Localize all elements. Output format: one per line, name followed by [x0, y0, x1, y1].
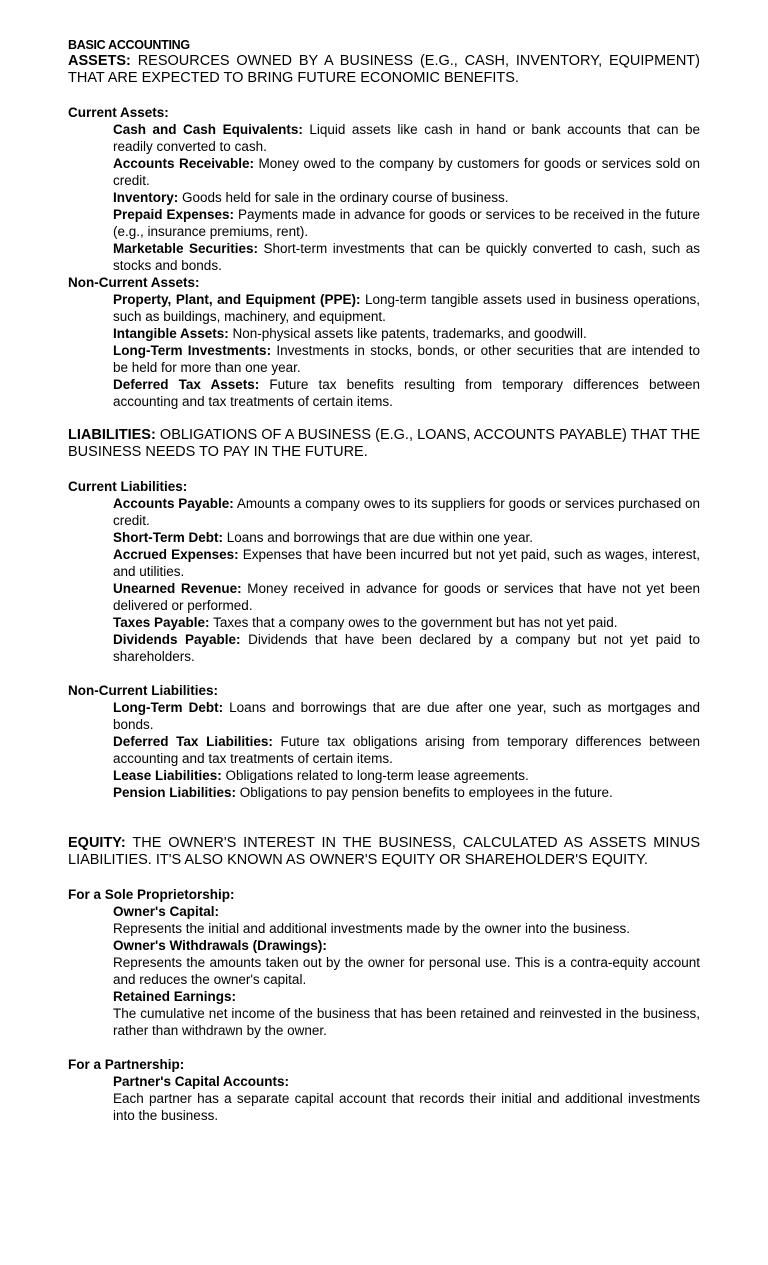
current-assets-heading: Current Assets:	[68, 105, 169, 120]
entry-term: Taxes Payable:	[113, 615, 210, 630]
equity-heading	[68, 835, 700, 869]
entry-dividends-payable	[113, 631, 700, 665]
entry-term: Pension Liabilities:	[113, 785, 237, 800]
entry-deferred-tax-assets	[113, 376, 700, 410]
assets-keyword: ASSETS:	[68, 53, 131, 69]
entry-long-term-investments	[113, 342, 700, 376]
entry-term: Inventory:	[113, 190, 179, 205]
entry-deferred-tax-liabilities	[113, 733, 700, 767]
entry-pension-liabilities	[113, 784, 700, 801]
entry-term: Long-Term Investments:	[113, 343, 272, 358]
entry-marketable-securities	[113, 240, 700, 274]
document-title: BASIC ACCOUNTING	[68, 38, 190, 52]
retained-earnings-desc: The cumulative net income of the business that has been retained and reinvested in the business, rather than withdrawn by the owner.	[113, 1006, 700, 1038]
entry-text: Dividends that have been declared by a company but not yet paid to shareholders.	[113, 632, 700, 664]
entry-accounts-payable	[113, 495, 700, 529]
entry-term: Intangible Assets:	[113, 326, 229, 341]
entry-term: Deferred Tax Assets:	[113, 377, 260, 392]
entry-term: Accounts Payable:	[113, 496, 234, 511]
entry-text: Obligations to pay pension benefits to employees in the future.	[236, 785, 613, 800]
owners-capital-term: Owner's Capital:	[113, 904, 219, 919]
entry-term: Property, Plant, and Equipment (PPE):	[113, 292, 361, 307]
entry-cash	[113, 121, 700, 155]
entry-term: Prepaid Expenses:	[113, 207, 235, 222]
entry-text: Amounts a company owes to its suppliers for goods or services purchased on credit.	[113, 496, 700, 528]
entry-long-term-debt	[113, 699, 700, 733]
entry-text: Loans and borrowings that are due after one year, such as mortgages and bonds.	[113, 700, 700, 732]
liabilities-keyword: LIABILITIES:	[68, 427, 156, 443]
entry-unearned-revenue	[113, 580, 700, 614]
noncurrent-liabilities-heading: Non-Current Liabilities:	[68, 683, 219, 698]
entry-inventory	[113, 189, 700, 206]
entry-text: Expenses that have been incurred but not yet paid, such as wages, interest, and utilities.	[113, 547, 700, 579]
entry-term: Marketable Securities:	[113, 241, 259, 256]
entry-text: Taxes that a company owes to the government but has not yet paid.	[209, 615, 618, 630]
entry-prepaid-expenses	[113, 206, 700, 240]
entry-text: Money owed to the company by customers for goods or services sold on credit.	[113, 156, 700, 188]
partners-capital-desc: Each partner has a separate capital account that records their initial and additional investments into the business.	[113, 1091, 700, 1123]
owners-withdrawals-term: Owner's Withdrawals (Drawings):	[113, 938, 327, 953]
entry-intangible-assets	[113, 325, 700, 342]
entry-term: Short-Term Debt:	[113, 530, 223, 545]
entry-text: Liquid assets like cash in hand or bank accounts that can be readily converted to cash.	[113, 122, 700, 154]
entry-term: Lease Liabilities:	[113, 768, 222, 783]
entry-text: Payments made in advance for goods or services to be received in the future (e.g., insurance premiums, rent).	[113, 207, 700, 239]
entry-text: Long-term tangible assets used in business operations, such as buildings, machinery, and equipment.	[113, 292, 700, 324]
entry-text: Goods held for sale in the ordinary course of business.	[178, 190, 509, 205]
owners-capital-desc: Represents the initial and additional investments made by the owner into the business.	[113, 921, 631, 936]
equity-definition: THE OWNER'S INTEREST IN THE BUSINESS, CALCULATED AS ASSETS MINUS LIABILITIES. IT'S ALSO KNOWN AS OWNER'S EQUITY OR SHAREHOLDER'S EQUITY.	[68, 835, 700, 868]
assets-heading	[68, 53, 700, 87]
entry-text: Money received in advance for goods or services that have not yet been delivered or performed.	[113, 581, 700, 613]
assets-definition: RESOURCES OWNED BY A BUSINESS (E.G., CASH, INVENTORY, EQUIPMENT) THAT ARE EXPECTED TO BRING FUTURE ECONOMIC BENEFITS.	[68, 53, 700, 86]
partners-capital-term: Partner's Capital Accounts:	[113, 1074, 290, 1089]
entry-term: Deferred Tax Liabilities:	[113, 734, 273, 749]
current-liabilities-heading: Current Liabilities:	[68, 479, 188, 494]
noncurrent-assets-heading: Non-Current Assets:	[68, 275, 200, 290]
entry-accounts-receivable	[113, 155, 700, 189]
entry-text: Future tax obligations arising from temporary differences between accounting and tax treatments of certain items.	[113, 734, 701, 766]
entry-text: Short-term investments that can be quickly converted to cash, such as stocks and bonds.	[113, 241, 701, 273]
partnership-heading: For a Partnership:	[68, 1057, 185, 1072]
entry-term: Unearned Revenue:	[113, 581, 242, 596]
entry-taxes-payable	[113, 614, 700, 631]
entry-text: Future tax benefits resulting from temporary differences between accounting and tax treatments of certain items.	[113, 377, 700, 409]
equity-keyword: EQUITY:	[68, 835, 126, 851]
liabilities-definition: OBLIGATIONS OF A BUSINESS (E.G., LOANS, ACCOUNTS PAYABLE) THAT THE BUSINESS NEEDS TO PAY IN THE FUTURE.	[68, 427, 700, 460]
entry-term: Accounts Receivable:	[113, 156, 255, 171]
entry-term: Accrued Expenses:	[113, 547, 239, 562]
entry-lease-liabilities	[113, 767, 700, 784]
retained-earnings-term: Retained Earnings:	[113, 989, 237, 1004]
entry-text: Non-physical assets like patents, trademarks, and goodwill.	[228, 326, 587, 341]
entry-term: Dividends Payable:	[113, 632, 241, 647]
liabilities-heading	[68, 427, 700, 461]
entry-ppe	[113, 291, 700, 325]
entry-text: Investments in stocks, bonds, or other securities that are intended to be held for more than one year.	[113, 343, 701, 375]
entry-short-term-debt	[113, 529, 700, 546]
entry-accrued-expenses	[113, 546, 700, 580]
sole-proprietorship-heading: For a Sole Proprietorship:	[68, 887, 235, 902]
entry-text: Obligations related to long-term lease agreements.	[221, 768, 529, 783]
entry-text: Loans and borrowings that are due within one year.	[223, 530, 533, 545]
owners-withdrawals-desc: Represents the amounts taken out by the owner for personal use. This is a contra-equity account and reduces the owner's capital.	[113, 955, 700, 987]
entry-term: Long-Term Debt:	[113, 700, 224, 715]
entry-term: Cash and Cash Equivalents:	[113, 122, 303, 137]
